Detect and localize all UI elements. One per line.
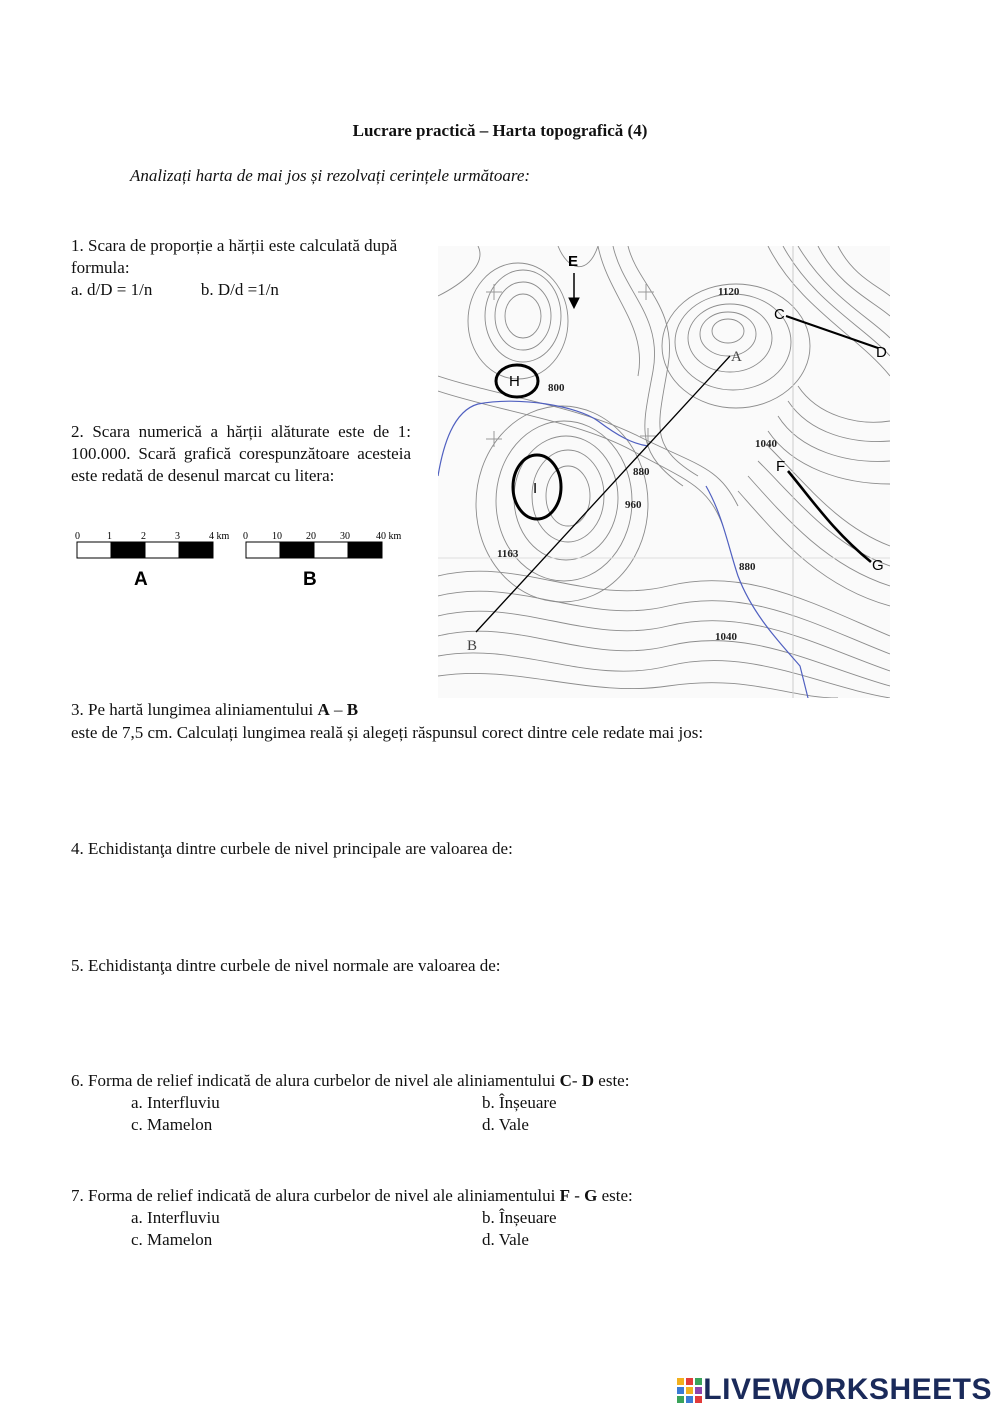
scale-b (243, 531, 402, 590)
logo-icon (677, 1377, 703, 1403)
label-g: G (872, 557, 884, 574)
scale-b-tick: 20 (306, 531, 316, 542)
option-c: c. Mamelon (131, 1230, 213, 1249)
label-a: A (731, 349, 742, 365)
option-d: d. Vale (482, 1230, 529, 1249)
scale-a-letter: A (134, 569, 148, 590)
point-a-label: A (317, 700, 330, 719)
liveworksheets-logo[interactable] (677, 1373, 992, 1407)
scale-b-letter: B (303, 569, 317, 590)
scale-a (75, 531, 230, 590)
question-6-text: 6. Forma de relief indicată de alura curbelor de nivel ale aliniamentului C- D este: (71, 1071, 630, 1090)
scale-a-tick: 3 (175, 531, 180, 542)
label-f: F (776, 458, 786, 475)
label-h: H (509, 373, 520, 390)
label-c: C (774, 306, 785, 323)
instructions: Analizați harta de mai jos și rezolvați cerințele următoare: (130, 166, 531, 185)
option-d: d. Vale (482, 1115, 529, 1134)
option-b: b. Înșeuare (482, 1208, 557, 1227)
question-7 (71, 1185, 633, 1251)
label-b: B (467, 638, 478, 654)
question-1 (71, 235, 411, 301)
graphic-scales (70, 528, 415, 592)
elevation-label: 1040 (715, 631, 737, 643)
page-title: Lucrare practică – Harta topografică (4) (352, 121, 648, 140)
question-7-text: 7. Forma de relief indicată de alura curbelor de nivel ale aliniamentului F - G este: (71, 1186, 633, 1205)
question-2: 2. Scara numerică a hărții alăturate este de 1: 100.000. Scară grafică corespunzătoare acesteia este redată de desenul marcat cu litera: (71, 422, 411, 485)
question-1-options (71, 279, 411, 301)
scale-b-tick: 0 (243, 531, 248, 542)
scale-b-tick: 30 (340, 531, 350, 542)
scale-a-tick: 0 (75, 531, 80, 542)
point-b-label: B (346, 700, 359, 719)
question-6 (71, 1070, 629, 1136)
option-a: a. Interfluviu (131, 1208, 220, 1227)
scale-a-tick: 4 km (209, 531, 230, 542)
arrow-e-head (569, 298, 579, 308)
elevation-label: 1163 (497, 548, 519, 560)
question-3-line-2: este de 7,5 cm. Calculați lungimea reală și alegeți răspunsul corect dintre cele redate mai jos: (71, 723, 704, 742)
label-e: E (568, 253, 579, 270)
contour-lines (438, 246, 890, 698)
option-a: a. Interfluviu (131, 1093, 220, 1112)
elevation-label: 1040 (755, 438, 777, 450)
elevation-label: 960 (625, 499, 642, 511)
question-5: 5. Echidistanţa dintre curbele de nivel normale are valoarea de: (71, 956, 501, 975)
question-3-line-1: 3. Pe hartă lungimea aliniamentului A – B (71, 700, 359, 719)
option-b: b. D/d =1/n (200, 280, 279, 299)
label-d: D (876, 344, 887, 361)
question-1-text: 1. Scara de proporție a hărții este calculată după formula: (71, 236, 398, 277)
option-b: b. Înșeuare (482, 1093, 557, 1112)
scale-b-tick: 10 (272, 531, 282, 542)
scale-a-tick: 1 (107, 531, 112, 542)
option-a: a. d/D = 1/n (71, 280, 153, 299)
elevation-label: 880 (633, 466, 650, 478)
option-c: c. Mamelon (131, 1115, 213, 1134)
question-4: 4. Echidistanţa dintre curbele de nivel principale are valoarea de: (71, 839, 513, 858)
scale-a-tick: 2 (141, 531, 146, 542)
elevation-label: 1120 (718, 286, 740, 298)
logo-text: LIVEWORKSHEETS (703, 1373, 992, 1406)
elevation-label: 880 (739, 561, 756, 573)
elevation-label: 800 (548, 382, 565, 394)
topographic-map (438, 246, 890, 698)
scale-b-tick: 40 km (376, 531, 402, 542)
label-i: I (533, 480, 538, 497)
alignment-f-g (788, 471, 871, 562)
